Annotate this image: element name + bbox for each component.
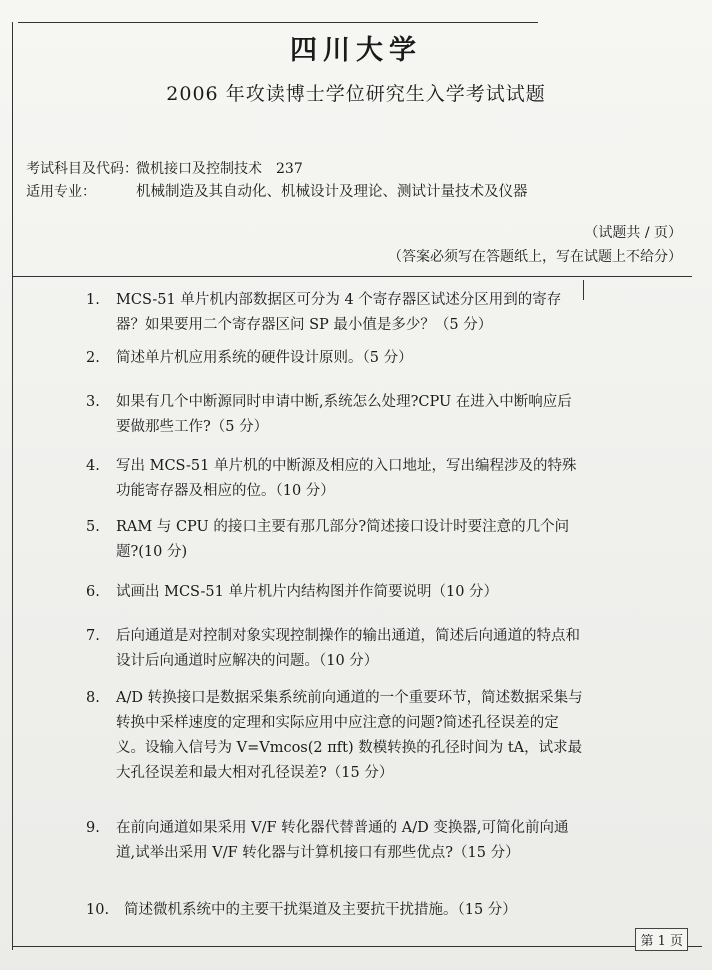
question-1 (86, 288, 586, 338)
question-number: 8. (86, 690, 100, 706)
subject-label: 考试科目及代码： (26, 161, 138, 177)
question-number: 9. (86, 820, 100, 836)
question-number: 2. (86, 350, 100, 366)
page-border-top (18, 22, 538, 23)
question-text: A/D 转换接口是数据采集系统前向通道的一个重要环节，简述数据采集与转换中采样速度的定理和实际应用中应注意的问题?简述孔径误差的定义。设输入信号为 V=Vmcos(2 πft) 数模转换的孔径时间为 tA，试求最大孔径误差和最大相对孔径误差?（15 分） (116, 690, 583, 781)
major-label: 适用专业： (26, 184, 96, 200)
major-line (26, 180, 528, 201)
question-text: MCS-51 单片机内部数据区可分为 4 个寄存器区试述分区用到的寄存器？如果要用二个寄存器区问 SP 最小值是多少？（5 分） (116, 292, 562, 333)
question-number: 6. (86, 584, 100, 600)
question-text: 写出 MCS-51 单片机的中断源及相应的入口地址，写出编程涉及的特殊功能寄存器及相应的位。（10 分） (116, 458, 577, 499)
question-text: 简述微机系统中的主要干扰渠道及主要抗干扰措施。（15 分） (124, 902, 517, 918)
answer-sheet-note: （答案必须写在答题纸上，写在试题上不给分） (388, 249, 682, 265)
question-number: 3. (86, 394, 100, 410)
question-text: 简述单片机应用系统的硬件设计原则。（5 分） (116, 350, 413, 366)
question-number: 10. (86, 902, 110, 918)
question-text: 如果有几个中断源同时申请中断,系统怎么处理?CPU 在进入中断响应后要做那些工作?（5 分） (116, 394, 572, 435)
school-name: 四川大学 (290, 35, 422, 66)
subject-value: 微机接口及控制技术 237 (136, 161, 303, 177)
major-value: 机械制造及其自动化、机械设计及理论、测试计量技术及仪器 (136, 184, 528, 200)
page-number: 第 1 页 (635, 928, 688, 951)
header-divider (12, 276, 692, 277)
question-number: 5. (86, 519, 100, 535)
question-3 (86, 390, 586, 440)
question-5 (86, 515, 586, 565)
question-7 (86, 624, 586, 674)
question-8 (86, 686, 586, 786)
question-number: 7. (86, 628, 100, 644)
question-6 (86, 580, 586, 605)
question-number: 1. (86, 292, 100, 308)
question-9 (86, 816, 586, 866)
question-text: 后向通道是对控制对象实现控制操作的输出通道，简述后向通道的特点和设计后向通道时应解决的问题。（10 分） (116, 628, 580, 669)
page-border-left (12, 22, 13, 950)
question-text: 试画出 MCS-51 单片机片内结构图并作简要说明（10 分） (116, 584, 499, 600)
question-text: 在前向通道如果采用 V/F 转化器代替普通的 A/D 变换器,可简化前向通道,试举出采用 V/F 转化器与计算机接口有那些优点?（15 分） (116, 820, 569, 861)
footer-divider (12, 946, 702, 947)
question-10 (86, 898, 586, 923)
question-number: 4. (86, 458, 100, 474)
exam-title: 2006 年攻读博士学位研究生入学考试试题 (166, 83, 546, 105)
subject-line (26, 158, 303, 178)
question-text: RAM 与 CPU 的接口主要有那几部分?简述接口设计时要注意的几个问题?(10 分) (116, 519, 570, 560)
question-4 (86, 454, 586, 504)
page-count-note: （试题共 / 页） (584, 225, 682, 241)
question-2 (86, 346, 586, 371)
